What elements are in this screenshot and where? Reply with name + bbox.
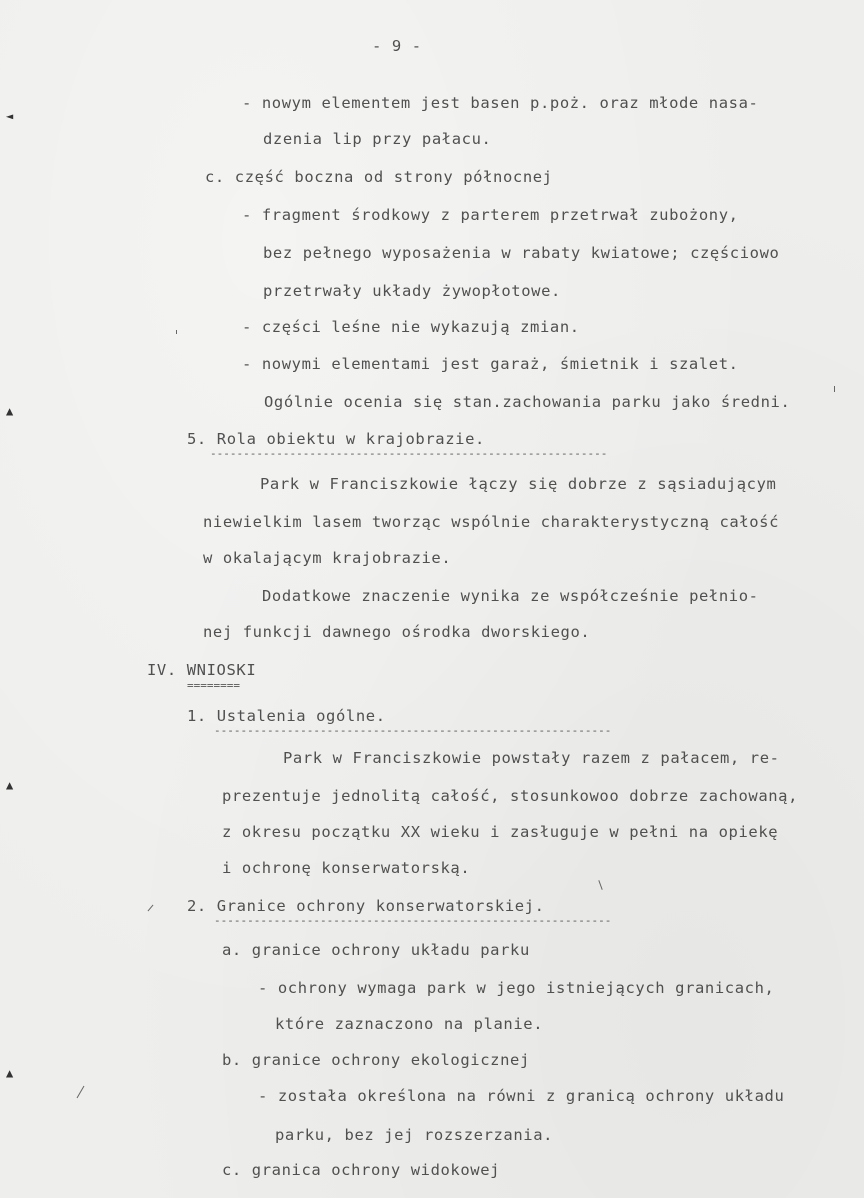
subsection-2-heading: 2. Granice ochrony konserwatorskiej. bbox=[187, 897, 545, 915]
text-line-12: niewielkim lasem tworząc wspólnie charakterystyczną całość bbox=[203, 513, 780, 531]
text-line-4: - fragment środkowy z parterem przetrwał zubożony, bbox=[242, 206, 739, 224]
section-5-heading: 5. Rola obiektu w krajobrazie. bbox=[187, 430, 485, 448]
page-number: - 9 - bbox=[372, 37, 422, 55]
text-line-1: - nowym elementem jest basen p.poż. oraz młode nasa- bbox=[242, 94, 759, 112]
text-line-2: dzenia lip przy pałacu. bbox=[263, 130, 492, 148]
stray-pen-mark bbox=[598, 880, 602, 890]
section-iv-underline: ======== bbox=[187, 679, 240, 692]
stray-pen-mark bbox=[148, 905, 154, 912]
text-line-8: - nowymi elementami jest garaż, śmietnik i szalet. bbox=[242, 355, 739, 373]
list-item-c-partial: c. granica ochrony widokowej bbox=[222, 1161, 501, 1179]
text-line-20: z okresu początku XX wieku i zasługuje w pełni na opiekę bbox=[222, 823, 779, 841]
list-item-a-heading: a. granice ochrony układu parku bbox=[222, 941, 530, 959]
text-line-5: bez pełnego wyposażenia w rabaty kwiatowe; częściowo bbox=[263, 244, 780, 262]
text-line-28: parku, bez jej rozszerzania. bbox=[275, 1126, 554, 1144]
text-line-13: w okalającym krajobrazie. bbox=[203, 549, 452, 567]
punch-hole-arrow-icon: ▲ bbox=[6, 778, 14, 792]
punch-hole-arrow-icon: ▲ bbox=[6, 1066, 14, 1080]
section-iv-heading: IV. WNIOSKI bbox=[147, 661, 257, 679]
list-item-c-heading: c. część boczna od strony północnej bbox=[205, 168, 553, 186]
text-line-6: przetrwały układy żywopłotowe. bbox=[263, 282, 561, 300]
subsection-1-heading: 1. Ustalenia ogólne. bbox=[187, 707, 386, 725]
text-line-18: Park w Franciszkowie powstały razem z pałacem, re- bbox=[283, 749, 780, 767]
subsection-2-underline: ------------------------------------------------------------ bbox=[214, 914, 612, 927]
punch-hole-arrow-icon: ▲ bbox=[6, 404, 14, 418]
text-line-21: i ochronę konserwatorską. bbox=[222, 859, 471, 877]
stray-pen-mark bbox=[176, 330, 177, 334]
list-item-b-heading: b. granice ochrony ekologicznej bbox=[222, 1051, 530, 1069]
section-5-underline: ------------------------------------------------------------ bbox=[210, 447, 608, 460]
text-line-24: - ochrony wymaga park w jego istniejących granicach, bbox=[258, 979, 775, 997]
text-line-11: Park w Franciszkowie łączy się dobrze z sąsiadującym bbox=[260, 475, 777, 493]
text-line-14: Dodatkowe znaczenie wynika ze współcześnie pełnio- bbox=[262, 587, 759, 605]
subsection-1-underline: ------------------------------------------------------------ bbox=[214, 724, 612, 737]
text-line-27: - została określona na równi z granicą ochrony układu bbox=[258, 1087, 785, 1105]
punch-hole-arrow-icon: ◄ bbox=[6, 109, 14, 123]
text-line-7: - części leśne nie wykazują zmian. bbox=[242, 318, 580, 336]
text-line-25: które zaznaczono na planie. bbox=[275, 1015, 544, 1033]
text-line-9: Ogólnie ocenia się stan.zachowania parku jako średni. bbox=[264, 393, 791, 411]
text-line-19: prezentuje jednolitą całość, stosunkowoo dobrze zachowaną, bbox=[222, 787, 799, 805]
stray-pen-mark bbox=[77, 1086, 85, 1099]
text-line-15: nej funkcji dawnego ośrodka dworskiego. bbox=[203, 623, 591, 641]
stray-pen-mark bbox=[834, 386, 835, 392]
